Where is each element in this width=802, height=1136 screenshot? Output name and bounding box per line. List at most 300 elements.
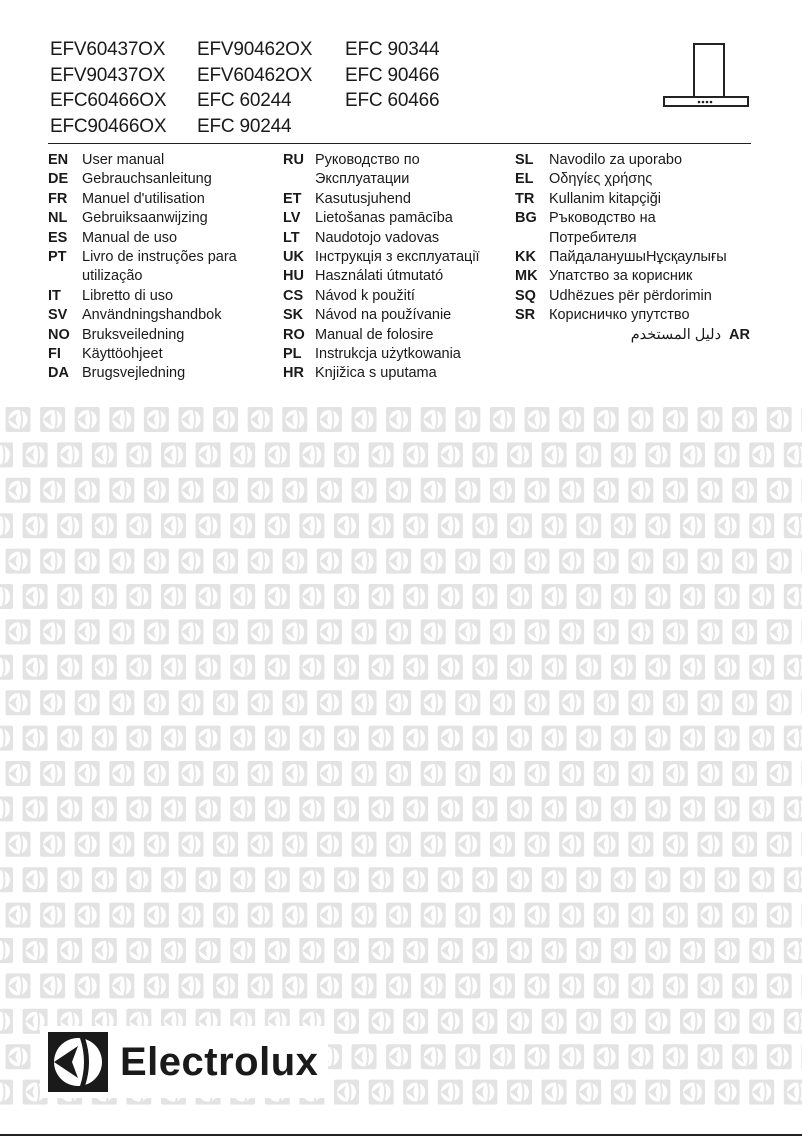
pattern-tile: [109, 619, 134, 644]
language-code: NO: [48, 326, 70, 343]
pattern-tile: [421, 832, 446, 857]
pattern-tile: [611, 867, 636, 892]
pattern-tile: [196, 584, 221, 609]
pattern-tile: [698, 1044, 723, 1069]
language-code: DA: [48, 365, 69, 382]
pattern-tile: [92, 796, 117, 821]
pattern-tile: [161, 584, 186, 609]
pattern-tile: [594, 903, 619, 928]
pattern-tile: [749, 1080, 774, 1105]
pattern-tile: [92, 513, 117, 538]
pattern-tile: [369, 655, 394, 680]
pattern-tile: [628, 761, 653, 786]
pattern-tile: [732, 478, 757, 503]
pattern-tile: [196, 867, 221, 892]
spacer: [283, 170, 315, 189]
pattern-tile: [472, 1009, 497, 1034]
pattern-tile: [715, 584, 740, 609]
language-column: [283, 151, 480, 384]
pattern-tile: [732, 407, 757, 432]
pattern-tile: [334, 655, 359, 680]
model-list: [50, 37, 485, 140]
pattern-tile: [455, 1044, 480, 1069]
model-number: EFV90437OX: [50, 64, 166, 86]
pattern-tile: [698, 407, 723, 432]
pattern-tile: [299, 726, 324, 751]
pattern-tile: [663, 832, 688, 857]
pattern-tile: [317, 690, 342, 715]
pattern-tile: [490, 761, 515, 786]
pattern-tile: [438, 442, 463, 467]
pattern-tile: [369, 1080, 394, 1105]
pattern-tile: [386, 1044, 411, 1069]
language-entry-continued: [283, 170, 480, 189]
pattern-tile: [472, 796, 497, 821]
pattern-tile: [75, 407, 100, 432]
language-entry-continued: [515, 229, 750, 248]
language-entry-uk: [283, 248, 480, 267]
brand-pattern-background: [0, 405, 802, 1125]
pattern-tile: [663, 407, 688, 432]
pattern-tile: [369, 584, 394, 609]
language-name: Návod k použití: [315, 287, 415, 304]
pattern-tile: [0, 442, 13, 467]
pattern-tile: [334, 726, 359, 751]
language-entry-no: [48, 326, 237, 345]
pattern-tile: [352, 478, 377, 503]
language-code: SK: [283, 307, 304, 324]
language-entry-en: [48, 151, 237, 170]
pattern-tile: [507, 726, 532, 751]
pattern-tile: [490, 690, 515, 715]
pattern-tile: [559, 619, 584, 644]
pattern-tile: [6, 407, 31, 432]
spacer: [48, 267, 82, 286]
pattern-tile: [282, 903, 307, 928]
language-name: Інструкція з експлуатації: [315, 249, 480, 266]
pattern-tile: [576, 513, 601, 538]
pattern-tile: [628, 478, 653, 503]
pattern-tile: [749, 1009, 774, 1034]
language-column: [515, 151, 750, 345]
pattern-tile: [6, 832, 31, 857]
pattern-tile: [472, 1080, 497, 1105]
pattern-tile: [542, 867, 567, 892]
pattern-tile: [784, 796, 802, 821]
pattern-tile: [421, 690, 446, 715]
language-code: SV: [48, 307, 68, 324]
pattern-tile: [265, 867, 290, 892]
pattern-tile: [334, 1080, 359, 1105]
pattern-tile: [352, 973, 377, 998]
pattern-tile: [369, 726, 394, 751]
pattern-tile: [282, 478, 307, 503]
pattern-tile: [92, 442, 117, 467]
pattern-tile: [196, 442, 221, 467]
pattern-tile: [352, 549, 377, 574]
pattern-tile: [628, 549, 653, 574]
pattern-tile: [213, 549, 238, 574]
language-code: EN: [48, 152, 69, 168]
pattern-tile: [6, 619, 31, 644]
pattern-tile: [784, 584, 802, 609]
pattern-tile: [542, 1009, 567, 1034]
pattern-tile: [507, 1009, 532, 1034]
pattern-tile: [732, 619, 757, 644]
pattern-tile: [403, 796, 428, 821]
pattern-tile: [611, 584, 636, 609]
pattern-tile: [6, 761, 31, 786]
pattern-tile: [455, 407, 480, 432]
pattern-tile: [75, 690, 100, 715]
language-name: Gebrauchsanleitung: [82, 171, 212, 188]
pattern-tile: [0, 726, 13, 751]
language-entry-et: [283, 190, 480, 209]
pattern-tile: [645, 726, 670, 751]
pattern-tile: [6, 1044, 31, 1069]
pattern-tile: [57, 655, 82, 680]
language-code: HU: [283, 268, 304, 285]
pattern-tile: [455, 478, 480, 503]
model-number: EFC 60466: [345, 90, 440, 112]
pattern-tile: [611, 1080, 636, 1105]
pattern-tile: [230, 726, 255, 751]
pattern-tile: [698, 690, 723, 715]
pattern-tile: [352, 407, 377, 432]
pattern-tile: [126, 584, 151, 609]
pattern-tile: [0, 867, 13, 892]
pattern-tile: [334, 584, 359, 609]
model-number: EFV60462OX: [197, 64, 313, 86]
language-name: Lietošanas pamācība: [315, 210, 453, 227]
pattern-tile: [144, 761, 169, 786]
pattern-tile: [628, 1044, 653, 1069]
pattern-tile: [230, 867, 255, 892]
language-entry-kk: [515, 248, 750, 267]
pattern-tile: [352, 832, 377, 857]
pattern-tile: [507, 938, 532, 963]
pattern-tile: [317, 407, 342, 432]
pattern-tile: [715, 867, 740, 892]
pattern-tile: [40, 761, 65, 786]
pattern-tile: [282, 619, 307, 644]
pattern-tile: [749, 867, 774, 892]
pattern-tile: [75, 619, 100, 644]
pattern-tile: [749, 938, 774, 963]
pattern-tile: [525, 549, 550, 574]
pattern-tile: [144, 407, 169, 432]
model-number: EFV60437OX: [50, 39, 166, 60]
language-code: RO: [283, 326, 305, 343]
pattern-tile: [248, 407, 273, 432]
model-number: EFC 90344: [345, 39, 440, 60]
pattern-tile: [265, 655, 290, 680]
pattern-tile: [369, 938, 394, 963]
pattern-tile: [611, 938, 636, 963]
pattern-tile: [282, 549, 307, 574]
pattern-tile: [663, 478, 688, 503]
pattern-tile: [265, 513, 290, 538]
pattern-tile: [749, 442, 774, 467]
pattern-tile: [472, 513, 497, 538]
pattern-tile: [663, 761, 688, 786]
pattern-tile: [386, 761, 411, 786]
pattern-tile: [784, 1080, 802, 1105]
pattern-tile: [144, 973, 169, 998]
language-name: Käyttöohjeet: [82, 346, 163, 363]
pattern-tile: [680, 1009, 705, 1034]
pattern-tile: [0, 1080, 13, 1105]
pattern-tile: [490, 832, 515, 857]
pattern-tile: [248, 690, 273, 715]
pattern-tile: [715, 655, 740, 680]
pattern-tile: [645, 1009, 670, 1034]
pattern-tile: [507, 584, 532, 609]
language-entry-ru: [283, 151, 480, 170]
pattern-tile: [299, 938, 324, 963]
pattern-tile: [525, 407, 550, 432]
language-code: LT: [283, 229, 300, 246]
pattern-tile: [525, 832, 550, 857]
language-code: UK: [283, 249, 304, 266]
language-name: Brugsvejledning: [82, 365, 186, 382]
pattern-tile: [438, 1080, 463, 1105]
model-number: EFC 90466: [345, 64, 440, 86]
pattern-tile: [109, 549, 134, 574]
pattern-tile: [784, 1009, 802, 1034]
pattern-tile: [594, 549, 619, 574]
pattern-tile: [525, 619, 550, 644]
pattern-tile: [698, 903, 723, 928]
pattern-tile: [628, 973, 653, 998]
language-code: DE: [48, 171, 69, 188]
language-name: Manual de uso: [82, 229, 178, 246]
language-name: Livro de instruções para: [82, 249, 237, 266]
language-code: IT: [48, 287, 61, 304]
pattern-tile: [57, 938, 82, 963]
pattern-tile: [248, 903, 273, 928]
language-entry-de: [48, 170, 237, 189]
pattern-tile: [645, 938, 670, 963]
pattern-tile: [576, 938, 601, 963]
pattern-tile: [317, 973, 342, 998]
pattern-tile: [490, 407, 515, 432]
pattern-tile: [628, 903, 653, 928]
cooker-hood-illustration: [662, 42, 750, 110]
pattern-tile: [334, 867, 359, 892]
pattern-tile: [161, 726, 186, 751]
pattern-tile: [732, 973, 757, 998]
pattern-tile: [179, 832, 204, 857]
pattern-tile: [455, 761, 480, 786]
pattern-tile: [57, 726, 82, 751]
pattern-tile: [559, 903, 584, 928]
pattern-tile: [438, 655, 463, 680]
pattern-tile: [715, 726, 740, 751]
language-name: Knjižica s uputama: [315, 365, 437, 382]
language-name: User manual: [82, 152, 165, 168]
pattern-tile: [144, 832, 169, 857]
pattern-tile: [490, 1044, 515, 1069]
pattern-tile: [421, 973, 446, 998]
pattern-tile: [455, 903, 480, 928]
pattern-tile: [438, 867, 463, 892]
pattern-tile: [0, 796, 13, 821]
pattern-tile: [213, 761, 238, 786]
pattern-tile: [92, 938, 117, 963]
language-entry-bg: [515, 209, 750, 228]
pattern-tile: [75, 478, 100, 503]
language-name: Instrukcja użytkowania: [315, 346, 461, 363]
pattern-tile: [213, 478, 238, 503]
pattern-tile: [611, 655, 636, 680]
electrolux-logo: [40, 1026, 328, 1098]
language-code: TR: [515, 190, 535, 207]
language-name: Эксплуатации: [315, 171, 410, 188]
language-name: Потребителя: [549, 229, 637, 246]
pattern-tile: [40, 690, 65, 715]
pattern-tile: [525, 478, 550, 503]
pattern-tile: [472, 584, 497, 609]
pattern-tile: [663, 903, 688, 928]
pattern-tile: [421, 1044, 446, 1069]
pattern-tile: [109, 761, 134, 786]
pattern-tile: [40, 973, 65, 998]
pattern-tile: [179, 478, 204, 503]
language-entry-it: [48, 287, 237, 306]
pattern-tile: [126, 655, 151, 680]
pattern-tile: [472, 726, 497, 751]
pattern-tile: [369, 796, 394, 821]
language-entry-ar: [515, 326, 750, 345]
pattern-tile: [282, 973, 307, 998]
pattern-tile: [663, 549, 688, 574]
pattern-tile: [213, 619, 238, 644]
pattern-tile: [715, 513, 740, 538]
pattern-tile: [698, 619, 723, 644]
pattern-tile: [645, 584, 670, 609]
language-entry-sr: [515, 306, 750, 325]
pattern-tile: [628, 407, 653, 432]
language-code: HR: [283, 365, 304, 382]
pattern-tile: [144, 549, 169, 574]
language-name: Ръководство на: [549, 210, 656, 227]
pattern-tile: [213, 690, 238, 715]
pattern-tile: [386, 478, 411, 503]
pattern-tile: [680, 513, 705, 538]
language-entry-sv: [48, 306, 237, 325]
language-code: SR: [515, 307, 536, 324]
pattern-tile: [576, 655, 601, 680]
pattern-tile: [594, 761, 619, 786]
language-code: CS: [283, 287, 304, 304]
pattern-tile: [438, 584, 463, 609]
pattern-tile: [0, 584, 13, 609]
pattern-tile: [403, 442, 428, 467]
language-name: Kullanim kitapçiği: [549, 190, 662, 207]
pattern-tile: [576, 1009, 601, 1034]
pattern-tile: [767, 407, 792, 432]
language-name: Οδηγίες χρήσης: [549, 171, 653, 188]
pattern-tile: [645, 655, 670, 680]
pattern-tile: [455, 690, 480, 715]
pattern-tile: [680, 796, 705, 821]
pattern-tile: [213, 407, 238, 432]
pattern-tile: [767, 478, 792, 503]
pattern-tile: [334, 513, 359, 538]
pattern-tile: [542, 796, 567, 821]
pattern-tile: [715, 796, 740, 821]
model-number: EFC 60244: [197, 90, 292, 112]
language-code: SQ: [515, 287, 536, 304]
language-name: Bruksveiledning: [82, 326, 185, 343]
pattern-tile: [698, 832, 723, 857]
pattern-tile: [248, 973, 273, 998]
pattern-tile: [732, 549, 757, 574]
pattern-tile: [196, 796, 221, 821]
pattern-tile: [144, 903, 169, 928]
pattern-tile: [248, 478, 273, 503]
electrolux-emblem-icon: [48, 1032, 108, 1092]
pattern-tile: [680, 726, 705, 751]
pattern-tile: [559, 407, 584, 432]
pattern-tile: [403, 1080, 428, 1105]
pattern-tile: [299, 513, 324, 538]
pattern-tile: [213, 903, 238, 928]
pattern-tile: [559, 832, 584, 857]
pattern-tile: [472, 867, 497, 892]
pattern-tile: [92, 867, 117, 892]
pattern-tile: [386, 619, 411, 644]
language-entry-sq: [515, 287, 750, 306]
pattern-tile: [299, 442, 324, 467]
language-entry-continued: [48, 267, 237, 286]
language-entry-pl: [283, 345, 480, 364]
pattern-tile: [109, 478, 134, 503]
language-name: Kasutusjuhend: [315, 190, 411, 207]
language-entry-da: [48, 364, 237, 383]
language-name: utilização: [82, 268, 143, 285]
pattern-tile: [576, 796, 601, 821]
pattern-tile: [767, 619, 792, 644]
pattern-tile: [161, 513, 186, 538]
pattern-tile: [525, 903, 550, 928]
pattern-tile: [369, 867, 394, 892]
pattern-tile: [386, 690, 411, 715]
pattern-tile: [611, 796, 636, 821]
pattern-tile: [628, 690, 653, 715]
language-name: Használati útmutató: [315, 268, 444, 285]
pattern-tile: [594, 973, 619, 998]
pattern-tile: [784, 442, 802, 467]
pattern-tile: [0, 655, 13, 680]
pattern-tile: [749, 796, 774, 821]
pattern-tile: [767, 549, 792, 574]
pattern-tile: [179, 549, 204, 574]
pattern-tile: [784, 513, 802, 538]
pattern-tile: [144, 690, 169, 715]
language-name: Manuel d'utilisation: [82, 190, 205, 207]
pattern-tile: [542, 584, 567, 609]
pattern-tile: [680, 584, 705, 609]
pattern-tile: [57, 796, 82, 821]
pattern-tile: [161, 796, 186, 821]
pattern-tile: [265, 726, 290, 751]
pattern-tile: [57, 584, 82, 609]
pattern-tile: [248, 761, 273, 786]
language-code: FR: [48, 190, 68, 207]
pattern-tile: [715, 1009, 740, 1034]
